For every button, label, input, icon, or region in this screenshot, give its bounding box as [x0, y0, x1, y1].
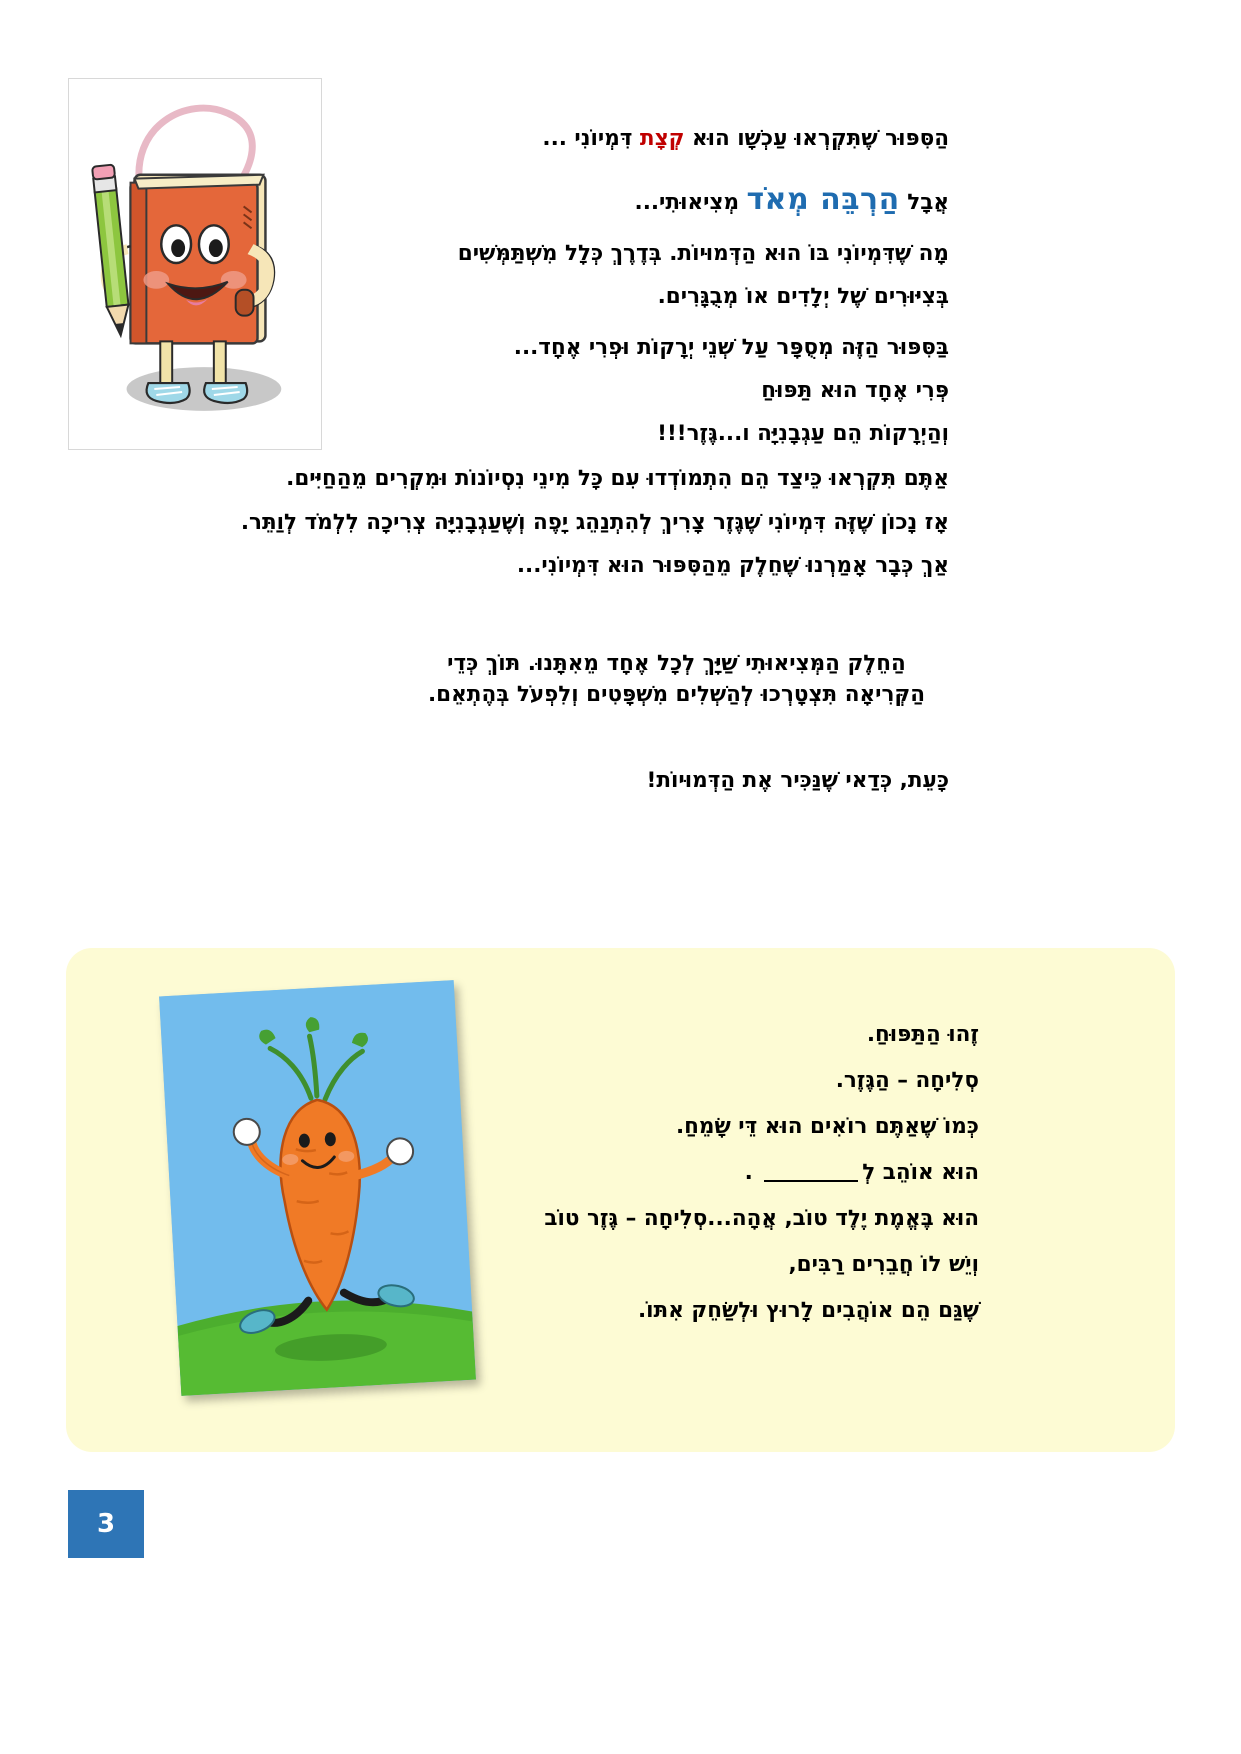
- fill-in-blank[interactable]: [764, 1180, 858, 1182]
- intro-line-8: אַתֶּם תִּקְרְאוּ כֵּיצַד הֵם הִתְמוֹדְדוּ עִם כָּל מִינֵי נִסְיוֹנוֹת וּמִקְרִים מֵהַחַיִּים.: [286, 466, 949, 491]
- book-character-illustration: [68, 78, 322, 450]
- intro-line-6: פְּרִי אֶחָד הוּא תַּפּוּחַ: [761, 378, 949, 403]
- carrot-line-5: הוּא בֶּאֱמֶת יֶלֶד טוֹב, אֲהָה...סְלִיחָה – גֶּזֶר טוֹב: [544, 1206, 979, 1231]
- carrot-section-box: [66, 948, 1175, 1452]
- carrot-text-block: [66, 948, 1175, 1452]
- intro-line-2-part-a: אֲבָל: [899, 190, 949, 215]
- intro-line-4: בְּצִיּוּרִים שֶׁל יְלָדִים אוֹ מְבֻגָּרִים.: [657, 284, 949, 309]
- intro-line-2-part-c: מְצִיאוּתִי...: [634, 190, 747, 215]
- intro-line-7: וְהַיְרָקוֹת הֵם עַגְבָנִיָּה ו...גֶּזֶר!!!: [657, 421, 949, 446]
- intro-line-2: [635, 184, 949, 216]
- carrot-line-2: סְלִיחָה – הַגֶּזֶר.: [835, 1068, 979, 1093]
- carrot-line-6: וְיֵשׁ לוֹ חֲבֵרִים רַבִּים,: [788, 1252, 979, 1277]
- intro-line-1-highlight: קְצָת: [639, 126, 685, 151]
- carrot-line-4-after: .: [744, 1160, 761, 1185]
- reality-paragraph: הַחֵלֶק הַמְּצִיאוּתִי שַׁיָּךְ לְכָל אֶחָד מֵאִתָּנוּ. תּוֹךְ כְּדֵי הַקְּרִיאָה תִּצְטָרְכוּ לְהַשְׁלִים מִשְׁפָּטִים וְלִפְעֹל בְּהֶתְאֵם.: [427, 651, 926, 708]
- intro-line-2-emphasis: הַרְבֵּה מְאֹד: [746, 182, 900, 217]
- carrot-line-1: זֶהוּ הַתַּפּוּחַ.: [866, 1022, 979, 1047]
- intro-line-1: [542, 128, 949, 151]
- carrot-line-4-before: הוּא אוֹהֵב לְ: [862, 1160, 979, 1185]
- page-number: 3: [68, 1490, 144, 1558]
- carrot-line-4: [745, 1162, 979, 1185]
- closing-line: כָּעֵת, כְּדַאי שֶׁנַּכִּיר אֶת הַדְּמוּיוֹת!: [646, 768, 949, 793]
- carrot-line-3: כְּמוֹ שֶׁאַתֶּם רוֹאִים הוּא דֵּי שָׂמֵחַ.: [675, 1114, 979, 1139]
- intro-line-1-part-c: דִּמְיוֹנִי ...: [542, 126, 640, 151]
- intro-line-9: אָז נָכוֹן שֶׁזֶּה דִּמְיוֹנִי שֶׁגֶּזֶר צָרִיךְ לְהִתְנַהֵג יָפֶה וְשֶׁעַגְבָנִיָּה צְרִיכָה לִלְמֹד לְוַתֵּר.: [240, 510, 949, 535]
- carrot-line-7: שֶׁגַּם הֵם אוֹהֲבִים לָרוּץ וּלְשַׂחֵק אִתּוֹ.: [638, 1298, 979, 1323]
- intro-line-3: מָה שֶׁדִּמְיוֹנִי בּוֹ הוּא הַדְּמוּיוֹת. בְּדֶרֶךְ כְּלָל מִשְׁתַּמְּשִׁים: [457, 241, 949, 266]
- intro-line-1-part-a: הַסִּפּוּר שֶׁתִּקְרְאוּ עַכְשָׁו הוּא: [684, 126, 949, 151]
- intro-line-10: אַךְ כְּבָר אָמַרְנוּ שֶׁחֵלֶק מֵהַסִּפּוּר הוּא דִּמְיוֹנִי...: [516, 553, 949, 578]
- intro-line-5: בַּסִּפּוּר הַזֶּה מְסֻפָּר עַל שְׁנֵי יְרָקוֹת וּפְרִי אֶחָד...: [513, 335, 949, 360]
